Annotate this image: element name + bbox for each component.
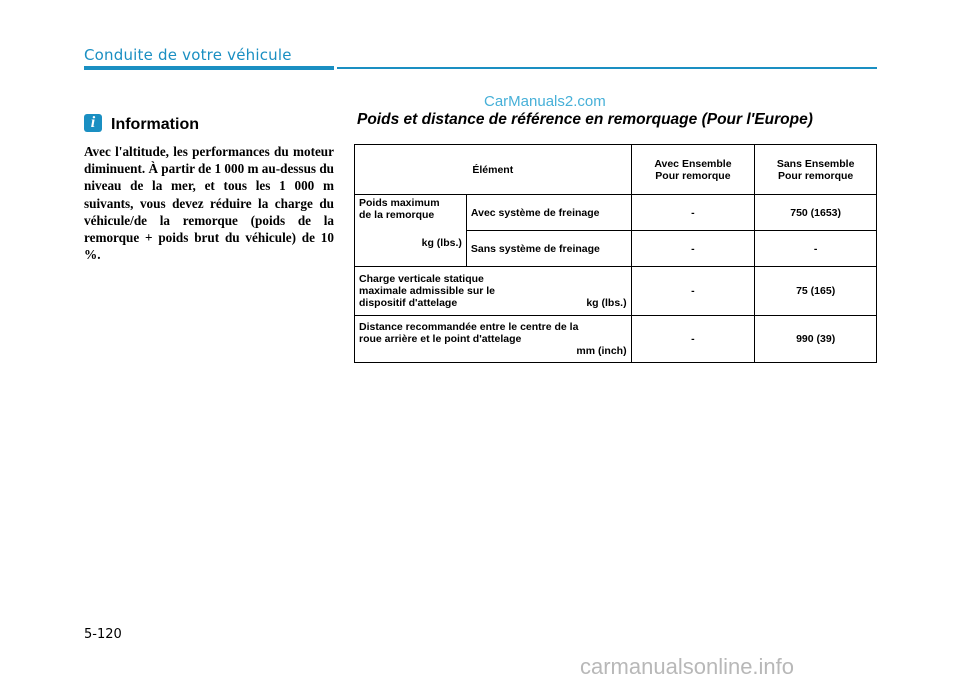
unbraked-with-kit: - — [631, 231, 755, 267]
page-number: 5-120 — [84, 627, 122, 642]
vertical-load-without-kit: 75 (165) — [755, 267, 877, 316]
header-without-kit — [755, 145, 877, 195]
braked-without-kit: 750 (1653) — [755, 195, 877, 231]
braked-label: Avec système de freinage — [466, 195, 631, 231]
table-row — [355, 267, 877, 316]
header-element-label: Élément — [472, 163, 514, 176]
header-with-kit — [631, 145, 755, 195]
vertical-load-label-line3: dispositif d'attelage — [359, 297, 458, 309]
unbraked-label: Sans système de freinage — [466, 231, 631, 267]
distance-without-kit: 990 (39) — [755, 316, 877, 363]
info-body: Avec l'altitude, les performances du moteur diminuent. À partir de 1 000 m au-dessus du niveau de la mer, et tous les 1 000 m suivants, vous devez réduire la charge du véhicule/de la remorque (poids de la remorque + poids brut du véhicule) de 10 %. — [84, 144, 334, 263]
header-without-kit-line1: Sans Ensemble — [776, 157, 855, 170]
table-title: Poids et distance de référence en remorquage (Pour l'Europe) — [357, 111, 813, 128]
table-header-row — [355, 145, 877, 195]
vertical-load-label-line2: maximale admissible sur le — [359, 285, 495, 297]
max-weight-label-line2: de la remorque — [359, 209, 435, 221]
vertical-load-label-cell — [355, 267, 632, 316]
distance-unit: mm (inch) — [576, 345, 627, 357]
max-weight-label-cell — [355, 195, 467, 267]
unbraked-without-kit: - — [755, 231, 877, 267]
vertical-load-with-kit: - — [631, 267, 755, 316]
vertical-load-unit: kg (lbs.) — [586, 297, 627, 309]
distance-label-cell — [355, 316, 632, 363]
table-row — [355, 195, 877, 231]
table-row — [355, 316, 877, 363]
watermark-bottom[interactable]: carmanualsonline.info — [580, 654, 795, 679]
header-rule-thin — [337, 67, 877, 69]
vertical-load-label-line1: Charge verticale statique — [359, 273, 484, 285]
max-weight-label-line1: Poids maximum — [359, 197, 440, 209]
braked-with-kit: - — [631, 195, 755, 231]
max-weight-unit: kg (lbs.) — [421, 237, 462, 249]
distance-label-line2: roue arrière et le point d'attelage — [359, 333, 522, 345]
distance-with-kit: - — [631, 316, 755, 363]
header-with-kit-line2: Pour remorque — [655, 169, 731, 182]
header-without-kit-line2: Pour remorque — [778, 169, 854, 182]
section-title: Conduite de votre véhicule — [84, 46, 292, 64]
info-title: Information — [111, 116, 199, 133]
header-rule-thick — [84, 66, 334, 70]
header-element — [355, 145, 632, 195]
watermark-top[interactable]: CarManuals2.com — [484, 93, 606, 110]
info-icon: i — [84, 114, 102, 132]
towing-spec-table — [354, 144, 877, 363]
distance-label-line1: Distance recommandée entre le centre de la — [359, 321, 579, 333]
header-with-kit-line1: Avec Ensemble — [654, 157, 732, 170]
